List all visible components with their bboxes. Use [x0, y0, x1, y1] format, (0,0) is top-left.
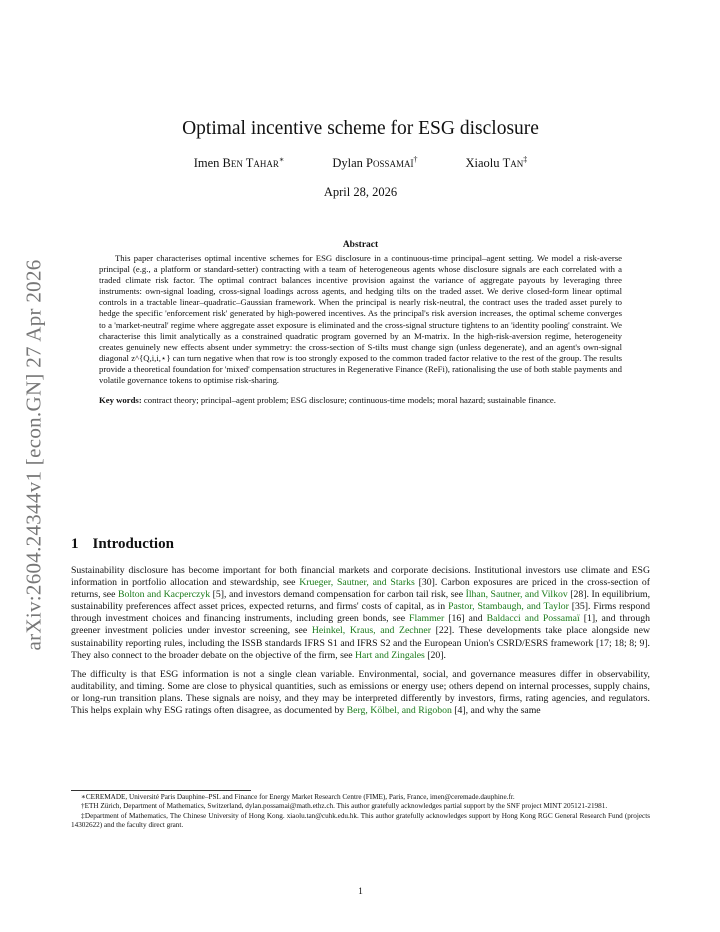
intro-body — [71, 565, 650, 724]
citation-link[interactable]: Krueger, Sautner, and Starks — [299, 577, 415, 589]
paragraph-text: [4], and why the same — [451, 705, 541, 717]
paragraph-text: [1], and through greener investment policies under investor screening, see — [71, 613, 650, 637]
citation-link[interactable]: Bolton and Kacperczyk — [117, 589, 211, 601]
citation-link[interactable]: Pastor, Stambaugh, and Taylor — [448, 601, 569, 613]
paragraph-text: [5], and investors demand compensation for carbon tail risk, see — [210, 589, 466, 601]
keywords-list: contract theory; principal–agent problem; ESG disclosure; continuous-time models; moral hazard; sustainable finance. — [143, 395, 556, 406]
arxiv-identifier: arXiv:2604.24344v1 [econ.GN] 27 Apr 2026 — [21, 259, 46, 651]
arxiv-sidebar — [20, 245, 48, 665]
abstract-heading: Abstract — [342, 240, 379, 250]
paragraph-text: [30]. Carbon exposures are priced in the cross-section of returns, see — [71, 577, 650, 601]
citation-link[interactable]: İlhan, Sautner, and Vilkov — [465, 589, 568, 601]
paragraph-text: [20]. — [424, 649, 446, 661]
paper-date: April 28, 2026 — [323, 185, 398, 199]
citation-link[interactable]: Baldacci and Possamaï — [486, 613, 580, 625]
section-number: 1 — [71, 536, 79, 552]
paragraph — [71, 669, 650, 717]
author-2: Dylan Possamaï† — [332, 155, 418, 171]
paper-title: Optimal incentive scheme for ESG disclosure — [182, 118, 539, 139]
footnote-1: ∗CEREMADE, Université Paris Dauphine–PSL and Finance for Energy Market Research Centre (FIME), Paris, France, imen@ceremade.dauphine.fr. — [81, 793, 515, 801]
author-1: Imen Ben Tahar∗ — [193, 155, 285, 171]
section-heading — [71, 536, 174, 553]
page-number: 1 — [358, 887, 363, 897]
keywords-label: Key words: — [99, 395, 142, 406]
paragraph-text: The difficulty is that ESG information is not a single clean variable. Environmental, social, and governance measures differ in observability, auditability, and timing. Some are close to physical quantities, such as emissions or energy use; others depend on internal processes, supply chains, or long-run transition plans. These signals are noisy, and they may be interpreted differently by investors, firms, rating agencies, and regulators. This helps explain why ESG ratings often disagree, as documented by — [71, 668, 650, 717]
citation-link[interactable]: Hart and Zingales — [355, 649, 425, 661]
footnote-3: ‡Department of Mathematics, The Chinese University of Hong Kong. xiaolu.tan@cuhk.edu.hk. This author gratefully acknowledges support by Hong Kong RGC General Research Fund (projects 14302622) and the faculty direct grant. — [71, 811, 650, 829]
author-list — [71, 155, 650, 171]
citation-link[interactable]: Berg, Kölbel, and Rigobon — [346, 705, 452, 717]
keywords — [99, 395, 622, 406]
paragraph-text: Sustainability disclosure has become important for both financial markets and corporate decisions. Institutional investors use climate and ESG information in portfolio allocation and stewardship, see — [71, 565, 650, 589]
paragraph-text: [28]. In equilibrium, sustainability preferences affect asset prices, expected returns, and firms' costs of capital, as in — [71, 589, 651, 613]
citation-link[interactable]: Heinkel, Kraus, and Zechner — [311, 625, 431, 637]
paragraph-text: [22]. These developments take place alongside new sustainability reporting rules, including the ISSB standards IFRS S1 and IFRS S2 and the European Union's CSRD/ESRS framework [17; 18; 8; 9]. They also connect to the broader debate on the objective of the firm, see — [71, 625, 650, 661]
abstract-body: This paper characterises optimal incentive schemes for ESG disclosure in a continuous-time principal–agent setting. We model a risk-averse principal (e.g., a platform or standard-setter) contracting with a team of heterogeneous agents whose disclosure signals are each correlated with a traded climate risk factor. The optimal contract balances incentive provision against the variance of aggregate payouts by leveraging three instruments: own-signal loading, cross-signal loadings across agents, and hedging tilts on the traded asset. We derive closed-form linear optimal controls in a tractable linear–quadratic–Gaussian framework. When the principal is nearly risk-neutral, the contract uses the traded asset purely to hedge the specific 'enforcement risk' generated by high-powered incentives. As the principal's risk aversion increases, the optimal scheme converges to a 'market-neutral' regime where aggregate asset exposure is eliminated and the cross-signal structure tightens to an 'identity pooling' constraint. We characterise this limit analytically as a constrained quadratic program governed by an M-matrix. In the high-risk-aversion regime, heterogeneity creates genuinely new effects absent under symmetry: the cross-section of S-tilts must change sign (unless degenerate), and an agent's own-signal diagonal z^{Q,i,i,⋆} can turn negative when that row is too strongly exposed to the common traded factor relative to the rest of the group. The results provide a theoretical foundation for 'mixed' compensation structures in Regenerative Finance (ReFi), rationalising the use of both stable payments and volatile governance tokens to optimise risk-sharing. — [99, 253, 622, 386]
footnote-2: †ETH Zürich, Department of Mathematics, Switzerland, dylan.possamai@math.ethz.ch. This author gratefully acknowledges partial support by the SNF project MINT 205121-21981. — [81, 802, 608, 811]
paragraph-text: [35]. Firms respond through investment choices and financing instruments, including green bonds, see — [71, 601, 650, 625]
footnote-rule — [71, 790, 251, 791]
section-title: Introduction — [92, 536, 174, 552]
citation-link[interactable]: Flammer — [409, 613, 445, 625]
author-3: Xiaolu Tan‡ — [465, 155, 528, 171]
paragraph-text: [16] and — [444, 613, 487, 625]
footnotes — [71, 793, 650, 830]
abstract-block — [99, 240, 622, 406]
paragraph — [71, 565, 650, 662]
